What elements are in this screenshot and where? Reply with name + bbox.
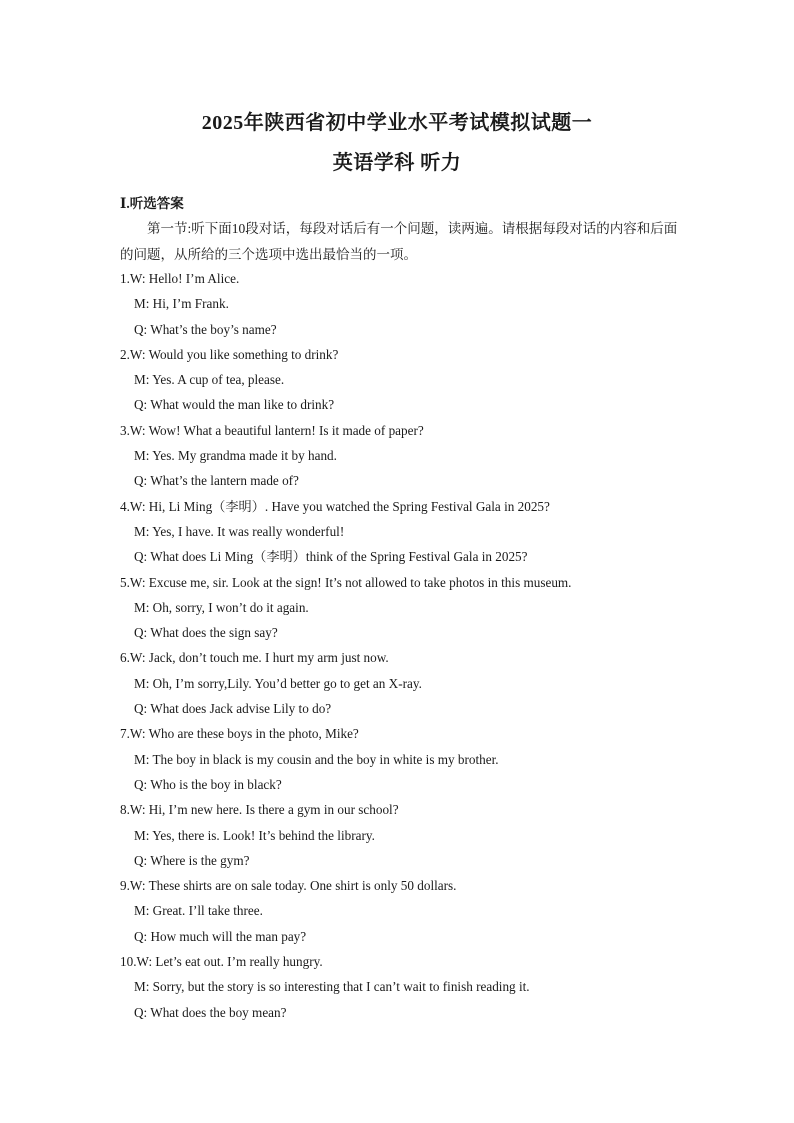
dialogue-man-line: M: Oh, I’m sorry,Lily. You’d better go to get an X-ray. — [134, 675, 422, 691]
dialogue-woman-line: 7.W: Who are these boys in the photo, Mike? — [120, 726, 359, 742]
dialogue-woman-line: 1.W: Hello! I’m Alice. — [120, 271, 240, 286]
dialogue-item — [120, 418, 720, 494]
dialogue-woman-line: 6.W: Jack, don’t touch me. I hurt my arm just now. — [120, 650, 389, 666]
dialogue-man-line: M: Great. I’ll take three. — [134, 903, 263, 919]
dialogue-item — [120, 494, 720, 570]
dialogue-woman-line: 4.W: Hi, Li Ming（李明）. Have you watched the Spring Festival Gala in 2025? — [120, 498, 550, 514]
dialogue-item — [120, 721, 720, 797]
dialogue-question: Q: What’s the boy’s name? — [134, 321, 277, 337]
dialogue-item — [120, 645, 720, 721]
dialogue-question: Q: What’s the lantern made of? — [134, 473, 299, 489]
dialogue-question: Q: What does the boy mean? — [134, 1004, 287, 1020]
dialogue-question: Q: What does Jack advise Lily to do? — [134, 701, 332, 717]
dialogue-question: Q: What would the man like to drink? — [134, 397, 335, 413]
dialogue-man-line: M: Sorry, but the story is so interesting that I can’t wait to finish reading it. — [134, 979, 530, 995]
dialogue-man-line: M: The boy in black is my cousin and the boy in white is my brother. — [134, 751, 499, 767]
dialogue-question: Q: Who is the boy in black? — [134, 776, 282, 792]
dialogue-item — [120, 873, 720, 949]
dialogue-man-line: M: Yes, there is. Look! It’s behind the library. — [134, 827, 375, 843]
dialogue-question: Q: What does the sign say? — [134, 625, 278, 641]
dialogue-woman-line: 3.W: Wow! What a beautiful lantern! Is it made of paper? — [120, 422, 424, 438]
dialogue-item — [120, 570, 720, 646]
dialogue-woman-line: 9.W: These shirts are on sale today. One shirt is only 50 dollars. — [120, 878, 457, 894]
dialogue-man-line: M: Yes, I have. It was really wonderful! — [134, 523, 345, 539]
dialogue-woman-line: 2.W: Would you like something to drink? — [120, 346, 339, 362]
dialogue-woman-line: 8.W: Hi, I’m new here. Is there a gym in our school? — [120, 802, 399, 818]
dialogue-question: Q: Where is the gym? — [134, 852, 250, 868]
dialogue-woman-line: 10.W: Let’s eat out. I’m really hungry. — [120, 954, 323, 970]
dialogue-woman-line: 5.W: Excuse me, sir. Look at the sign! It’s not allowed to take photos in this museum. — [120, 574, 572, 590]
dialogue-man-line: M: Yes. A cup of tea, please. — [134, 372, 285, 388]
section-instructions: 第一节:听下面10段对话，每段对话后有一个问题，读两遍。请根据每段对话的内容和后面的问题，从所给的三个选项中选出最恰当的一项。 — [120, 221, 678, 262]
dialogue-item — [120, 949, 720, 1025]
dialogue-question: Q: How much will the man pay? — [134, 928, 307, 944]
page-subtitle: 英语学科 听力 — [332, 152, 462, 174]
dialogue-item — [120, 797, 720, 873]
dialogue-question: Q: What does Li Ming（李明）think of the Spring Festival Gala in 2025? — [134, 549, 528, 565]
dialogue-man-line: M: Hi, I’m Frank. — [134, 296, 229, 312]
dialogue-man-line: M: Oh, sorry, I won’t do it again. — [134, 599, 309, 615]
dialogue-item — [120, 266, 720, 342]
section-heading: Ⅰ.听选答案 — [120, 196, 184, 211]
dialogue-list — [120, 266, 720, 1025]
dialogue-man-line: M: Yes. My grandma made it by hand. — [134, 448, 337, 464]
page-title: 2025年陕西省初中学业水平考试模拟试题一 — [201, 112, 593, 134]
dialogue-item — [120, 342, 720, 418]
